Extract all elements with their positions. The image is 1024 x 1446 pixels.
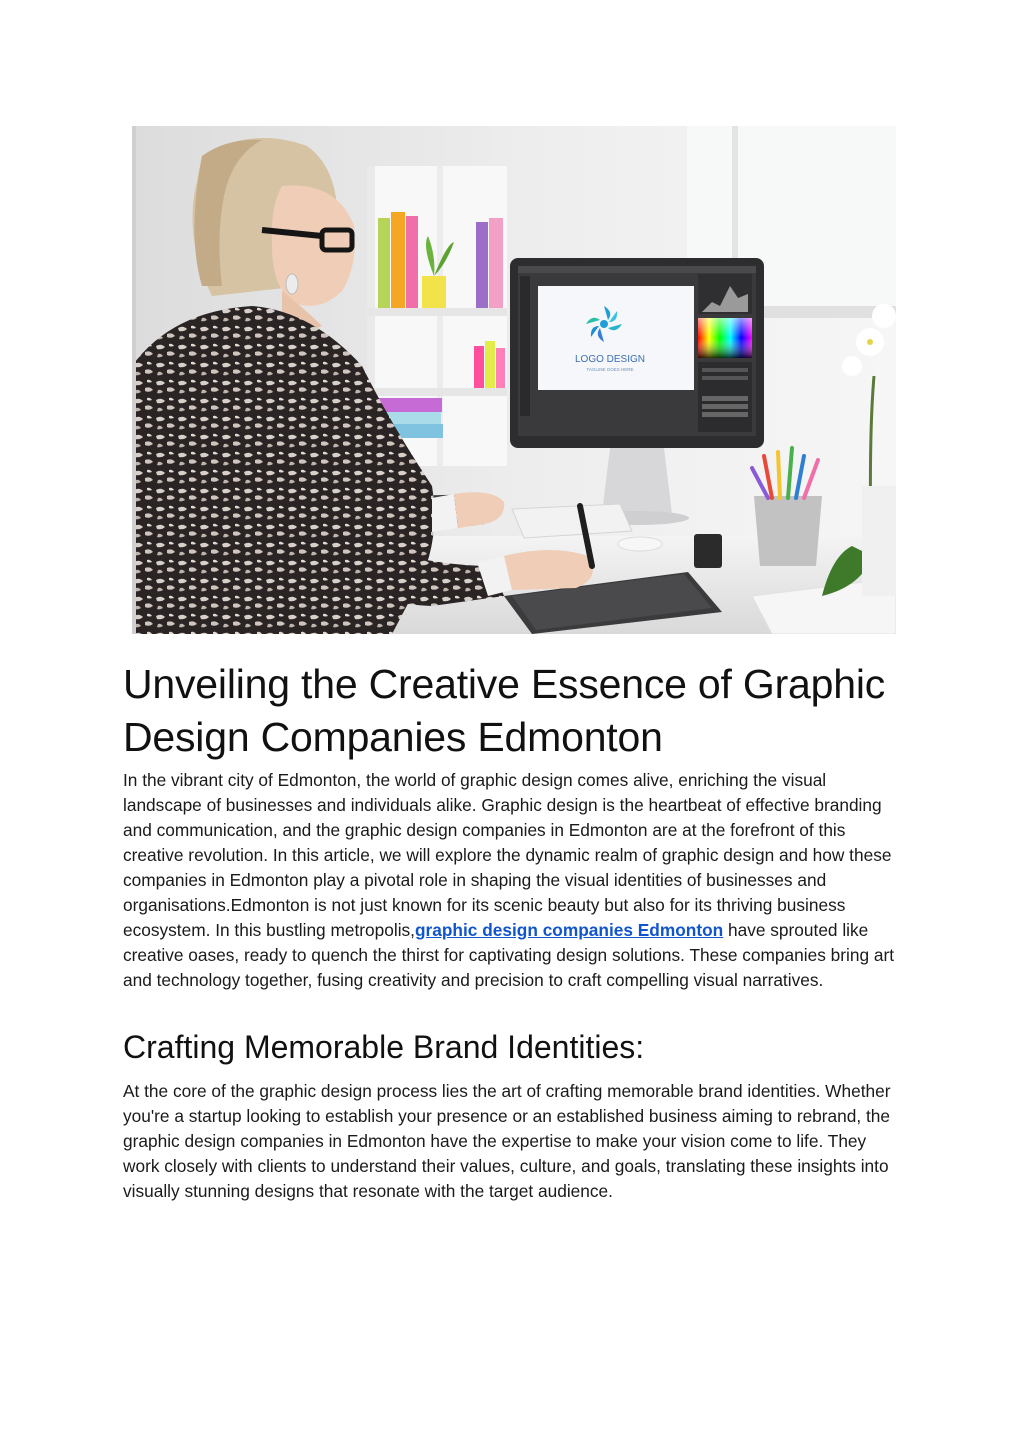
intro-text-end: have sprouted like creative oases, ready to quench the thirst for captivating design solutions. These companies bring art and technology together, fusing creativity and precision to craft compelling visual narratives. <box>123 920 895 990</box>
intro-text-start: In the vibrant city of Edmonton, the world of graphic design comes alive, enriching the visual landscape of businesses and individuals alike. Graphic design is the heartbeat of effective branding and communication, and the graphic design companies in Edmonton are at the forefront of this creative revolution. In this article, we will explore the dynamic realm of graphic design and how these companies in Edmonton play a pivotal role in shaping the visual identities of businesses and organisations.Edmonton is not just known for its scenic beauty but also for its thriving business ecosystem. In this bustling metropolis, <box>123 770 892 940</box>
section-heading: Crafting Memorable Brand Identities: <box>123 1029 645 1065</box>
designer-at-computer-illustration <box>132 126 896 634</box>
intro-paragraph <box>123 768 903 993</box>
screen-logo-tagline: TAGLINE GOES HERE <box>586 367 634 372</box>
section-paragraph: At the core of the graphic design process lies the art of crafting memorable brand identities. Whether you're a startup looking to establish your presence or an established business aiming to rebrand, the graphic design companies in Edmonton have the expertise to make your vision come to life. They work closely with clients to understand their values, culture, and goals, translating these insights into visually stunning designs that resonate with the target audience. <box>123 1081 891 1201</box>
screen-logo-text: LOGO DESIGN <box>574 354 646 365</box>
page-title: Unveiling the Creative Essence of Graphic Design Companies Edmonton <box>123 661 886 760</box>
hero-photo <box>132 126 896 634</box>
graphic-design-companies-link[interactable]: graphic design companies Edmonton <box>414 920 724 940</box>
article-body <box>123 658 903 1204</box>
